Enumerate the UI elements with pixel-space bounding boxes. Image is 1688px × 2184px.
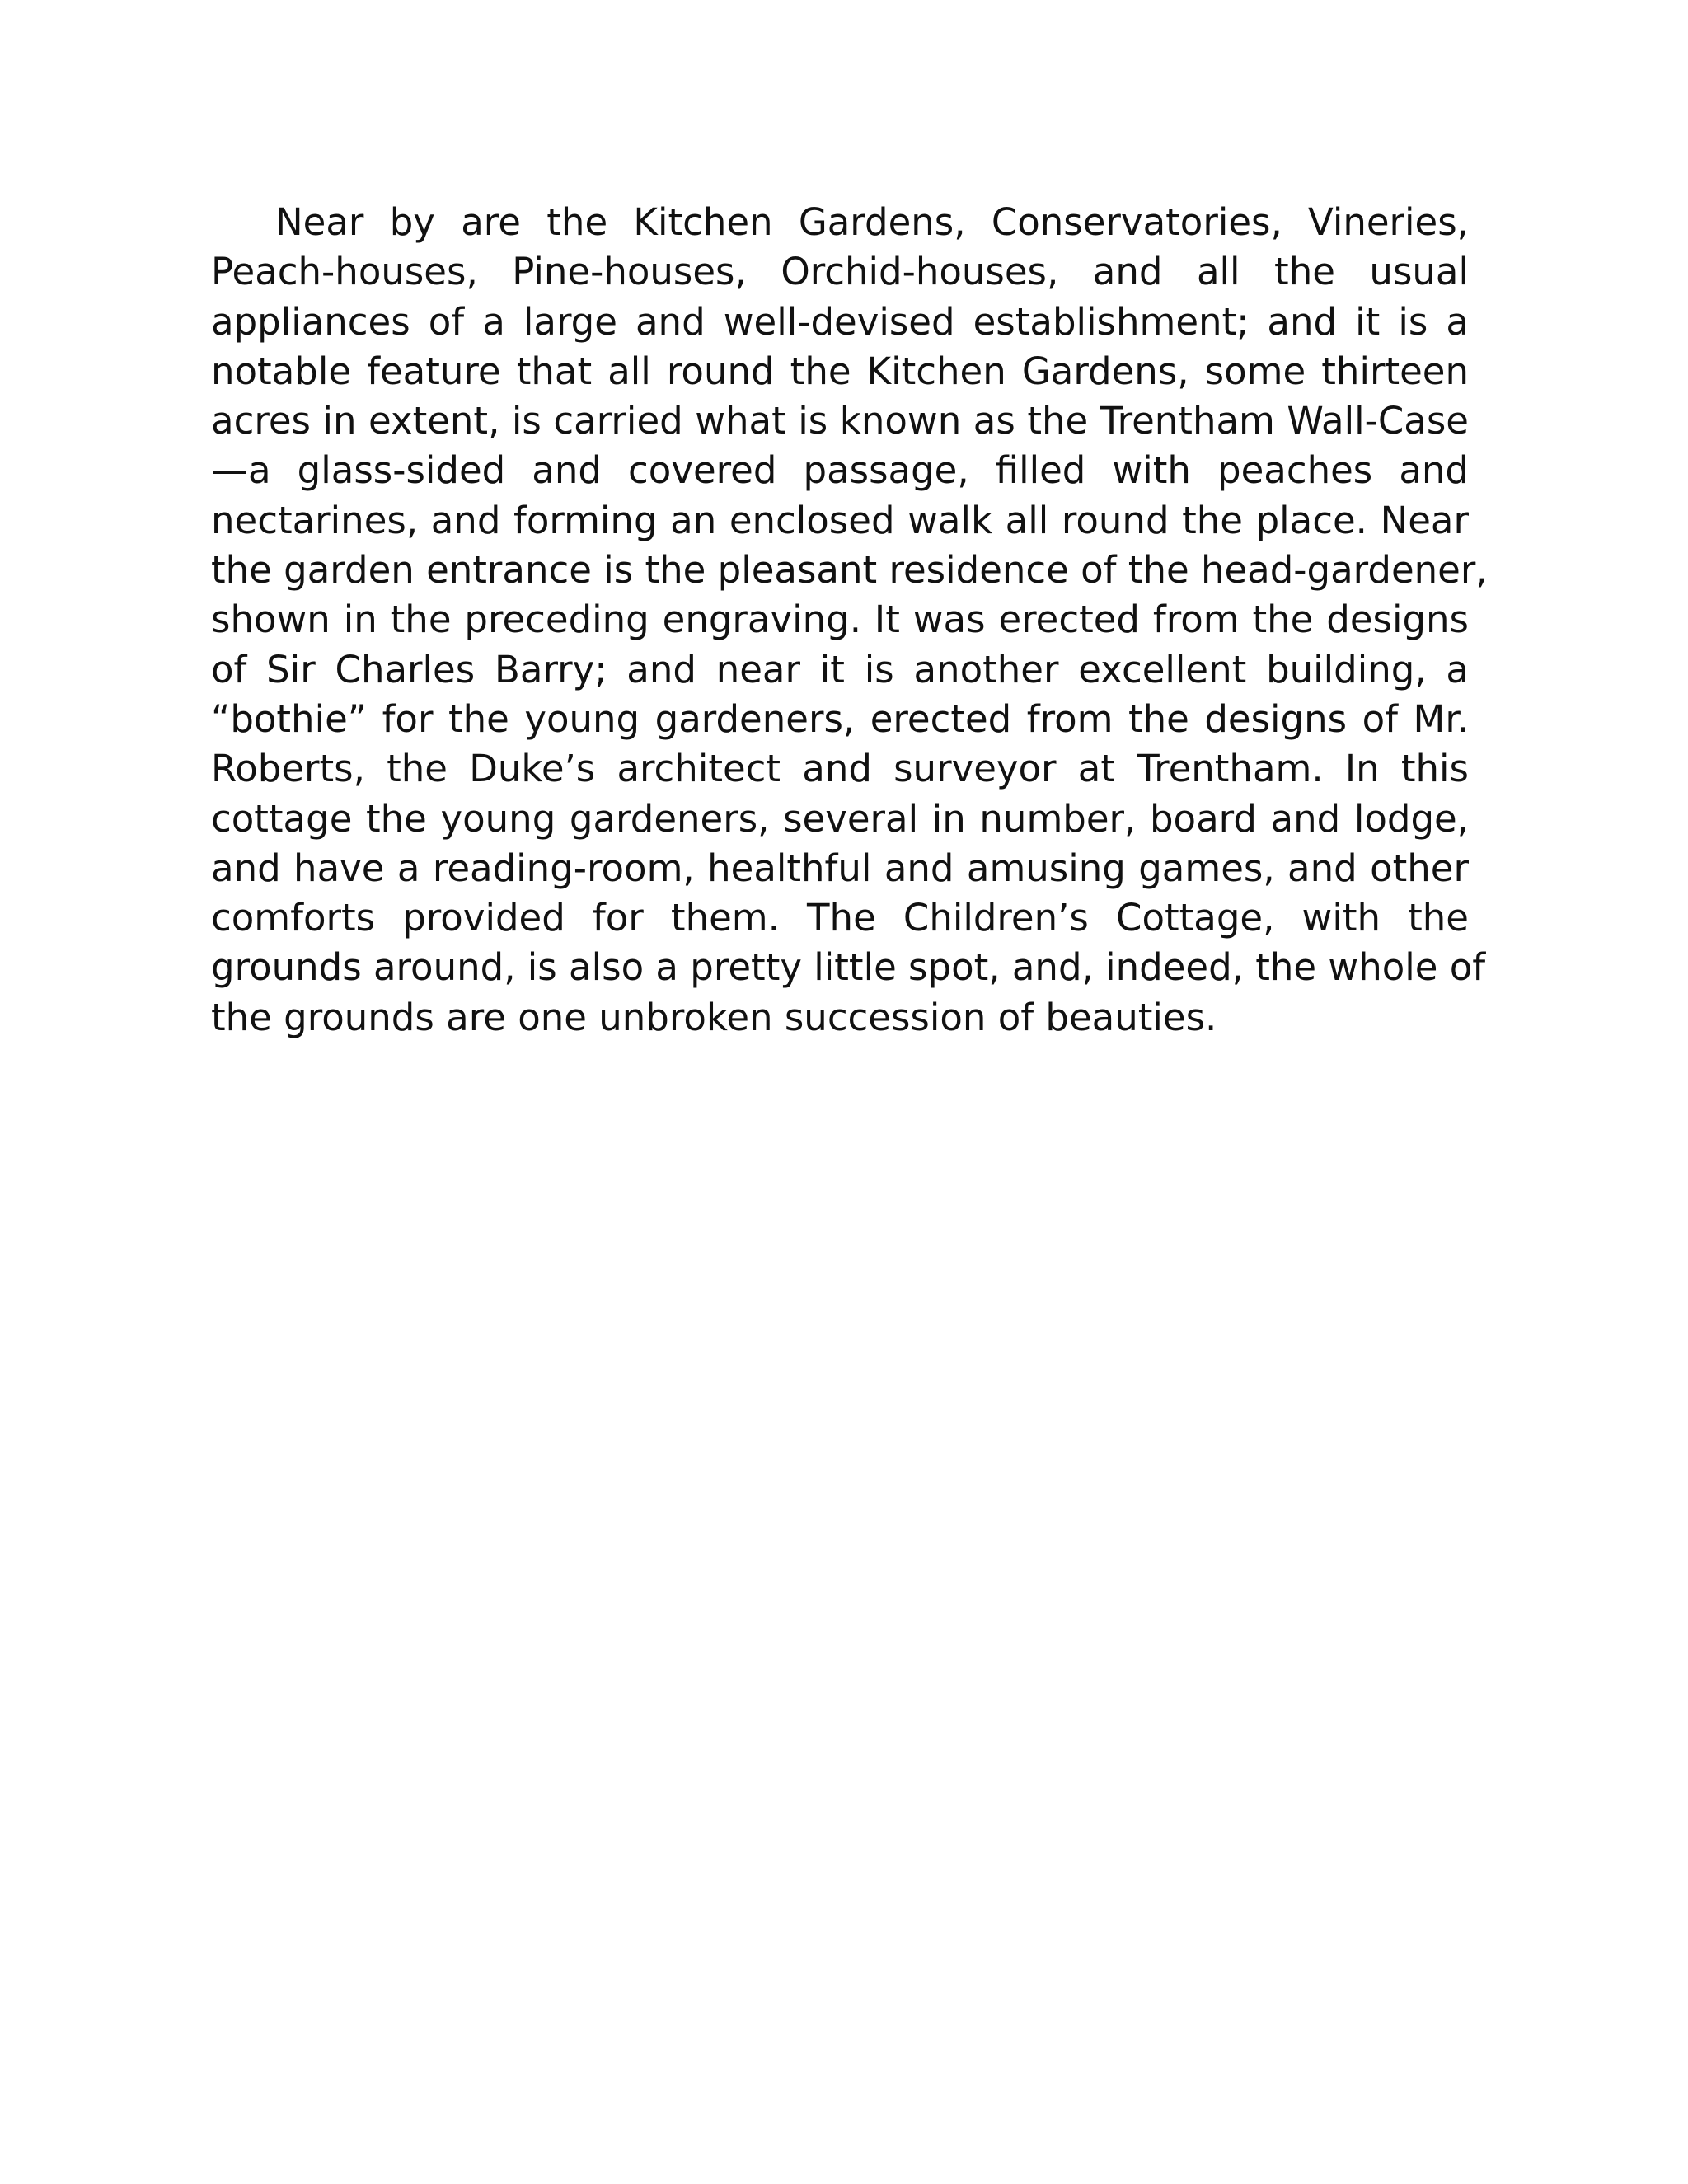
paragraph-line: —a glass-sided and covered passage, filled with peaches and: [211, 448, 1469, 493]
paragraph-line: the grounds are one unbroken succession of beauties.: [211, 995, 1217, 1039]
paragraph-line: Roberts, the Duke’s architect and surveyor at Trentham. In this: [211, 747, 1469, 791]
paragraph-line: and have a reading-room, healthful and amusing games, and other: [211, 846, 1469, 890]
paragraph-line: Peach-houses, Pine-houses, Orchid-houses, and all the usual: [211, 250, 1469, 294]
paragraph-line: “bothie” for the young gardeners, erected from the designs of Mr.: [211, 696, 1469, 741]
paragraph-line: nectarines, and forming an enclosed walk all round the place. Near: [211, 498, 1469, 542]
paragraph-line: of Sir Charles Barry; and near it is another excellent building, a: [211, 647, 1469, 691]
body-paragraph: [211, 198, 1488, 1043]
paragraph-line: comforts provided for them. The Children’s Cottage, with the: [211, 896, 1469, 940]
paragraph-line: Near by are the Kitchen Gardens, Conservatories, Vineries,: [275, 200, 1469, 244]
paragraph-line: shown in the preceding engraving. It was erected from the designs: [211, 598, 1469, 642]
paragraph-line: grounds around, is also a pretty little spot, and, indeed, the whole of: [211, 945, 1486, 990]
paragraph-line: acres in extent, is carried what is known as the Trentham Wall-Case: [211, 399, 1469, 443]
paragraph-line: notable feature that all round the Kitchen Gardens, some thirteen: [211, 349, 1469, 393]
paragraph-line: the garden entrance is the pleasant residence of the head-gardener,: [211, 548, 1488, 593]
paragraph-line: appliances of a large and well-devised establishment; and it is a: [211, 299, 1469, 344]
paragraph-line: cottage the young gardeners, several in number, board and lodge,: [211, 796, 1469, 841]
